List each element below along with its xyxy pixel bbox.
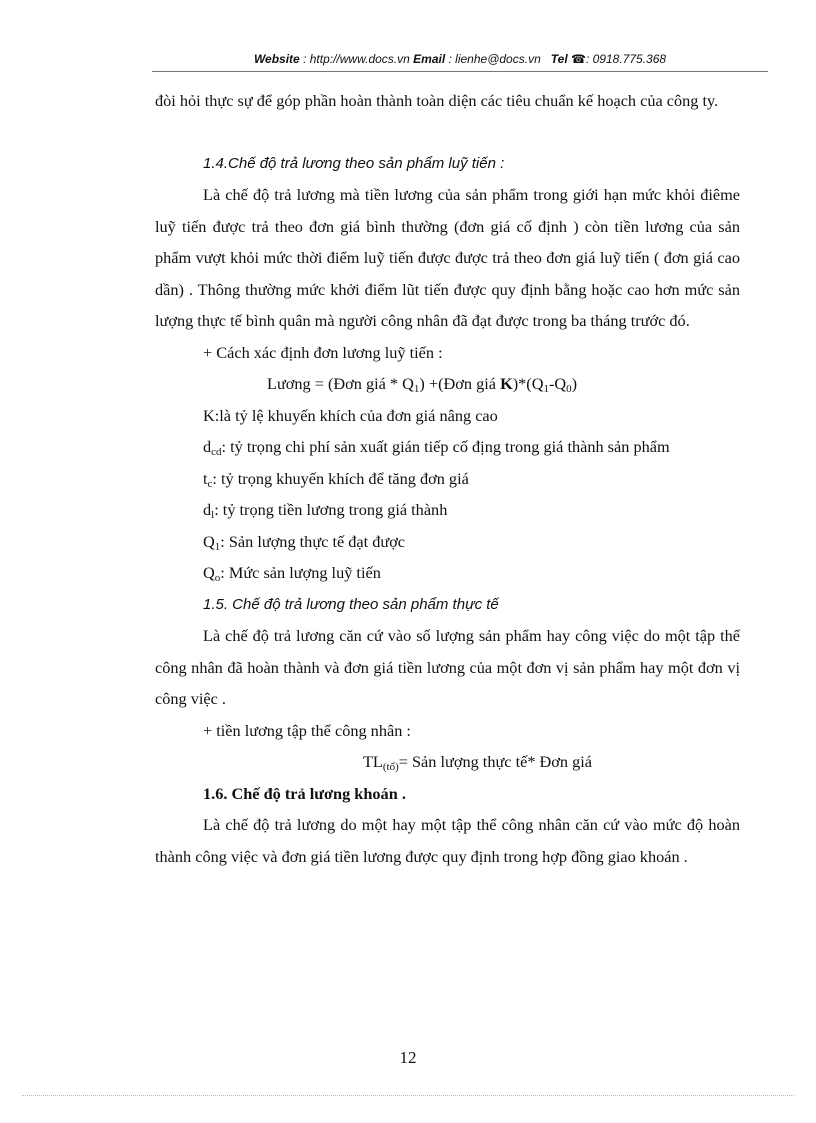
phone-icon: ☎ [571, 52, 586, 66]
page-header [152, 52, 768, 66]
section-1-4-method: + Cách xác định đơn lương luỹ tiến : [203, 342, 443, 362]
page-number: 12 [399, 1048, 417, 1067]
section-1-6-title: 1.6. Chế độ trả lương khoán . [203, 783, 406, 803]
website-url[interactable]: http://www.docs.vn [309, 52, 410, 66]
section-1-5-title: 1.5. Chế độ trả lương theo sản phẩm thực tế [203, 595, 499, 613]
header-sep: : [445, 52, 456, 66]
email-value[interactable]: lienhe@docs.vn [455, 52, 541, 66]
def-k: K:là tỷ lệ khuyến khích của đơn giá nâng cao [203, 405, 498, 425]
def-qo: $Q_o$: Mức sản lượng luỹ tiến [203, 563, 381, 584]
page-bottom-border [22, 1095, 794, 1096]
website-label: Website [253, 52, 300, 66]
def-q1: $Q_1$: Sản lượng thực tế đạt được [203, 531, 406, 553]
header-sep: : [299, 52, 310, 66]
section-1-6-body: Là chế độ trả lương do một hay một tập thể công nhân căn cứ vào mức độ hoàn thành công việc và đơn giá tiền lương được quy định trong hợp đồng giao khoán . [155, 815, 740, 866]
email-label: Email [413, 52, 446, 66]
def-dcd: $d_{cd}$: tỷ trọng chi phí sản xuất gián tiếp cố địng trong giá thành sản phẩm [203, 437, 670, 458]
document-body [155, 85, 740, 872]
def-tc: $t_c$: tỷ trọng khuyến khích để tăng đơn giá [203, 468, 469, 490]
tel-value: : 0918.775.368 [585, 52, 667, 66]
section-1-5-body: Là chế độ trả lương căn cứ vào số lượng sản phẩm hay công việc do một tập thể công nhân đã hoàn thành và đơn giá tiền lương của một đơn vị sản phẩm hay một đơn vị công việc . [155, 626, 740, 708]
section-1-4-body: Là chế độ trả lương mà tiền lương của sản phẩm trong giới hạn mức khỏi điême luỹ tiến được trả theo đơn giá bình thường (đơn giá cố định ) còn tiền lương của sản phẩm vượt khỏi mức thời điểm luỹ tiến được được trả theo đơn giá luỹ tiến ( đơn giá cao dần) . Thông thường mức khởi điểm lũt tiến được quy định bằng hoặc cao hơn mức sản lượng thực tế bình quân mà người công nhân đã đạt được trong ba tháng trước đó. [155, 185, 740, 330]
section-1-5-method: + tiền lương tập thể công nhân : [203, 720, 411, 740]
tel-label: Tel [550, 52, 568, 66]
header-divider [152, 71, 768, 72]
collective-wage-formula: $TL_{(tổ)}=$ Sản lượng thực tế* Đơn giá [362, 752, 593, 773]
intro-paragraph: đòi hỏi thực sự để góp phần hoàn thành toàn diện các tiêu chuẩn kế hoạch của công ty. [155, 91, 719, 110]
def-dl: $d_l$: tỷ trọng tiền lương trong giá thành [203, 500, 448, 521]
progressive-wage-formula: Lương = (Đơn giá * $Q_1$) +(Đơn giá $K)*(Q_1-Q_0)$ [267, 374, 578, 395]
section-1-4-title: 1.4.Chế độ trả lương theo sản phẩm luỹ tiến : [203, 154, 505, 172]
